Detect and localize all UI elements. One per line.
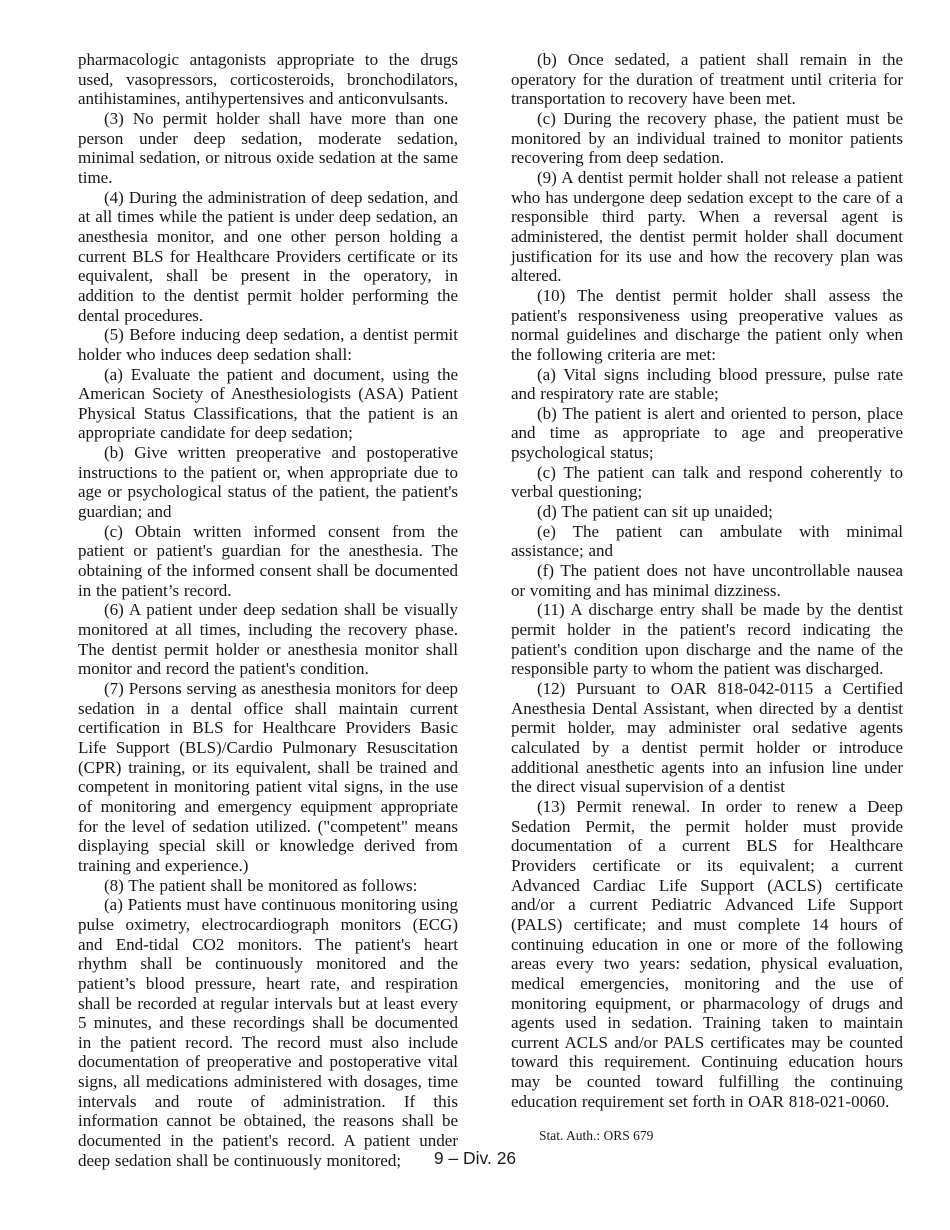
left-column xyxy=(78,50,458,1170)
two-column-text-block xyxy=(78,50,903,1170)
right-column-paragraphs xyxy=(511,50,903,1111)
paragraph: (e) The patient can ambulate with minimal assistance; and xyxy=(511,521,903,561)
paragraph: (c) The patient can talk and respond coherently to verbal questioning; xyxy=(511,462,903,502)
paragraph: (c) Obtain written informed consent from the patient or patient's guardian for the anesthesia. The obtaining of the informed consent shall be documented in the patient’s record. xyxy=(78,521,458,600)
stat-auth-footnote: Stat. Auth.: ORS 679 xyxy=(539,1128,654,1144)
paragraph: (11) A discharge entry shall be made by the dentist permit holder in the patient's record indicating the patient's condition upon discharge and the name of the responsible party to whom the patient was discharged. xyxy=(511,600,903,679)
paragraph: (5) Before inducing deep sedation, a dentist permit holder who induces deep sedation shall: xyxy=(78,325,458,364)
paragraph: (f) The patient does not have uncontrollable nausea or vomiting and has minimal dizziness. xyxy=(511,561,903,600)
paragraph: (13) Permit renewal. In order to renew a Deep Sedation Permit, the permit holder must provide documentation of a current BLS for Healthcare Providers certificate or its equivalent; a current Advanced Cardiac Life Support (ACLS) certificate and/or a current Pediatric Advanced Life Support (PALS) certificate; and must complete 14 hours of continuing education in one or more of the following areas every two years: sedation, physical evaluation, medical emergencies, monitoring and the use of monitoring equipment, or pharmacology of drugs and agents used in sedation. Training taken to maintain current ACLS and/or PALS certificates may be counted toward this requirement. Continuing education hours may be counted toward fulfilling the continuing education requirement set forth in OAR 818-021-0060. xyxy=(511,796,903,1111)
paragraph: (a) Evaluate the patient and document, using the American Society of Anesthesiologists (ASA) Patient Physical Status Classifications, that the patient is an appropriate candidate for deep sedation; xyxy=(78,364,458,443)
paragraph: (b) Once sedated, a patient shall remain in the operatory for the duration of treatment until criteria for transportation to recovery have been met. xyxy=(511,50,903,109)
paragraph: (12) Pursuant to OAR 818-042-0115 a Certified Anesthesia Dental Assistant, when directed by a dentist permit holder, may administer oral sedative agents calculated by a dentist permit holder or introduce additional anesthetic agents into an infusion line under the direct visual supervision of a dentist xyxy=(511,679,903,797)
paragraph: (b) Give written preoperative and postoperative instructions to the patient or, when appropriate due to age or psychological status of the patient, the patient's guardian; and xyxy=(78,443,458,522)
paragraph: (8) The patient shall be monitored as follows: xyxy=(104,875,418,895)
paragraph: (c) During the recovery phase, the patient must be monitored by an individual trained to monitor patients recovering from deep sedation. xyxy=(511,108,903,168)
right-column xyxy=(511,50,903,1170)
paragraph: (b) The patient is alert and oriented to person, place and time as appropriate to age and preoperative psychological status; xyxy=(511,403,903,463)
paragraph: (6) A patient under deep sedation shall be visually monitored at all times, including the recovery phase. The dentist permit holder or anesthesia monitor shall monitor and record the patient's condition. xyxy=(78,600,458,679)
paragraph: (a) Vital signs including blood pressure, pulse rate and respiratory rate are stable; xyxy=(511,364,903,404)
paragraph: (a) Patients must have continuous monitoring using pulse oximetry, electrocardiograph monitors (ECG) and End-tidal CO2 monitors. The patient's heart rhythm shall be continuously monitored and the patient’s blood pressure, heart rate, and respiration shall be recorded at regular intervals but at least every 5 minutes, and these recordings shall be documented in the patient record. The record must also include documentation of preoperative and postoperative vital signs, all medications administered with dosages, time intervals and route of administration. If this information cannot be obtained, the reasons shall be documented in the patient's record. A patient under deep sedation shall be continuously monitored; xyxy=(78,895,458,1170)
paragraph: (10) The dentist permit holder shall assess the patient's responsiveness using preoperative values as normal guidelines and discharge the patient only when the following criteria are met: xyxy=(511,285,903,364)
paragraph: (3) No permit holder shall have more than one person under deep sedation, moderate sedation, minimal sedation, or nitrous oxide sedation at the same time. xyxy=(78,108,458,187)
page-number: 9 – Div. 26 xyxy=(433,1148,517,1168)
paragraph: (9) A dentist permit holder shall not release a patient who has undergone deep sedation except to the care of a responsible third party. When a reversal agent is administered, the dentist permit holder shall document justification for its use and how the recovery plan was altered. xyxy=(511,167,903,286)
paragraph: (d) The patient can sit up unaided; xyxy=(537,502,773,522)
paragraph: pharmacologic antagonists appropriate to the drugs used, vasopressors, corticosteroids, bronchodilators, antihistamines, antihypertensives and anticonvulsants. xyxy=(78,50,458,109)
paragraph: (4) During the administration of deep sedation, and at all times while the patient is under deep sedation, an anesthesia monitor, and one other person holding a current BLS for Healthcare Providers certificate or its equivalent, shall be present in the operatory, in addition to the dentist permit holder performing the dental procedures. xyxy=(78,187,458,325)
paragraph: (7) Persons serving as anesthesia monitors for deep sedation in a dental office shall maintain current certification in BLS for Healthcare Providers Basic Life Support (BLS)/Cardio Pulmonary Resuscitation (CPR) training, or its equivalent, shall be trained and competent in monitoring patient vital signs, in the use of monitoring and emergency equipment appropriate for the level of sedation utilized. ("competent" means displaying special skill or knowledge derived from training and experience.) xyxy=(78,679,458,875)
